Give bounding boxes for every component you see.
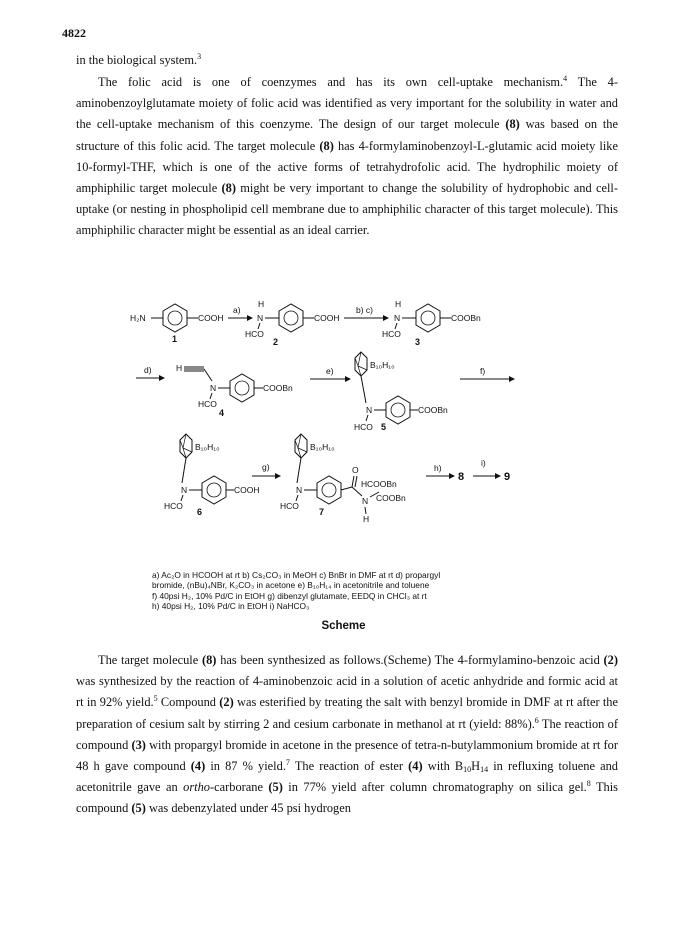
condition-line: h) 40psi H₂, 10% Pd/C in EtOH i) NaHCO₃ [152,601,310,612]
svg-text:COOBn: COOBn [263,383,293,393]
svg-text:2: 2 [273,337,279,347]
scheme-caption: Scheme [321,620,366,632]
svg-text:i): i) [481,458,486,468]
svg-text:HCO: HCO [280,501,299,511]
condition-line: f) 40psi H₂, 10% Pd/C in EtOH g) dibenzyl glutamate, EEDQ in CHCl₃ at rt [152,590,427,601]
svg-text:HCO: HCO [382,329,401,339]
svg-text:a): a) [233,305,241,315]
svg-text:HCO: HCO [354,422,373,432]
svg-text:5: 5 [381,422,387,432]
svg-text:H: H [361,479,368,489]
svg-text:N: N [362,496,369,506]
reaction-conditions [152,570,572,612]
svg-text:H₂N: H₂N [130,313,146,323]
svg-text:b) c): b) c) [356,305,373,315]
svg-text:HCO: HCO [198,399,217,409]
svg-text:B₁₀H₁₀: B₁₀H₁₀ [195,442,220,452]
arrow-step-h [426,463,454,476]
svg-text:COOBn: COOBn [376,493,406,503]
svg-text:N: N [366,405,373,415]
condition-line: a) Ac₂O in HCOOH at rt b) Cs₂CO₃ in MeOH c) BnBr in DMF at rt d) propargyl [152,570,441,580]
svg-text:N: N [210,383,217,393]
arrow-step-i [473,458,500,476]
svg-text:COOH: COOH [314,313,340,323]
reference-7: 7 [285,758,290,768]
reference-6: 6 [534,715,539,725]
svg-text:H: H [395,299,402,309]
arrow-step-bc [344,305,388,318]
reference-4: 4 [563,74,568,83]
compound-6 [164,434,260,517]
svg-text:d): d) [144,365,152,375]
svg-text:N: N [296,485,303,495]
reference-8: 8 [586,779,591,789]
compound-1 [130,304,224,344]
paragraph-1: in the biological system.$^3$ [76,52,202,67]
compound-7 [280,434,406,524]
svg-text:O: O [352,465,359,475]
svg-text:HCO: HCO [164,501,183,511]
arrow-step-d [136,365,164,378]
reference-3: 3 [197,52,202,61]
arrow-step-f [460,366,514,379]
compound-3 [382,299,481,347]
svg-text:h): h) [434,463,442,473]
compound-9: 9 [504,471,511,483]
svg-text:g): g) [262,462,270,472]
arrow-step-g [252,462,280,476]
compound-2 [245,299,340,347]
svg-text:f): f) [480,366,486,376]
compound-4 [176,363,293,418]
svg-text:COOH: COOH [198,313,224,323]
compound-8: 8 [458,471,465,483]
arrow-step-a [228,305,252,318]
svg-text:4: 4 [219,408,225,418]
svg-text:3: 3 [415,337,421,347]
svg-text:H: H [176,363,183,373]
reaction-scheme [130,283,550,568]
compound-5 [354,352,448,432]
paragraph-2: The folic acid is one of coenzymes and has its own cell-uptake mechanism.$^4$ The 4-aminobenzoylglutamate moiety of folic acid was identified as very important for the solubility in water and the cell-uptake mechanism of this coenzyme. The design of our target molecule (8) was based on the structure of this folic acid. The target molecule (8) has 4-formylaminobenzoyl-L-glutamic acid moiety like 10-formyl-THF, which is one of the active forms of tetrahydrofolic acid. The hydrophilic moiety of amphiphilic target molecule (8) might be very important to change the solubility of hydrophobic and cell-uptake (or nesting in phospholipid cell membrane due to amphiphilic character of this target molecule). This amphiphilic character might be essential as an ideal carrier. [76,74,618,238]
paragraph-3: The target molecule (8) has been synthesized as follows.(Scheme) The 4-formylamino-benzoic acid (2) was synthesized by the reaction of 4-aminobenzoic acid in a solution of acetic anhydride and formic acid at rt in 92% yield.$^5$ Compound (2) was esterified by treating the salt with benzyl bromide in DMF at rt after the preparation of cesium salt by stirring 2 and cesium carbonate in methanol at rt (yield: 88%).$^6$ The reaction of compound (3) with propargyl bromide in acetone in the presence of tetra-n-butylammonium bromide at rt for 48 h gave compound (4) in 87 % yield.$^7$ The reaction of ester (4) with $B_{10}H_{14}$ in refluxing toluene and acetonitrile gave an ortho-carborane (5) in 77% yield after column chromatography on silica gel.$^8$ This compound (5) was debenzylated under 45 psi hydrogen [76,653,619,816]
svg-text:COOBn: COOBn [418,405,448,415]
svg-text:e): e) [326,366,334,376]
svg-text:H: H [363,514,370,524]
svg-text:N: N [181,485,188,495]
svg-text:COOBn: COOBn [451,313,481,323]
svg-text:6: 6 [197,507,203,517]
arrow-step-e [310,366,350,379]
reference-5: 5 [153,694,158,704]
svg-text:B₁₀H₁₀: B₁₀H₁₀ [310,442,335,452]
svg-text:COOH: COOH [234,485,260,495]
svg-text:1: 1 [172,334,178,344]
svg-text:H: H [258,299,265,309]
page-number: 4822 [62,26,86,40]
svg-text:7: 7 [319,507,325,517]
svg-text:N: N [394,313,401,323]
condition-line: bromide, (nBu)₄NBr, K₂CO₃ in acetone e) B₁₀H₁₄ in acetonitrile and toluene [152,580,430,591]
svg-text:HCO: HCO [245,329,264,339]
svg-text:B₁₀H₁₀: B₁₀H₁₀ [370,360,395,370]
svg-text:COOBn: COOBn [367,479,397,489]
svg-text:N: N [257,313,264,323]
